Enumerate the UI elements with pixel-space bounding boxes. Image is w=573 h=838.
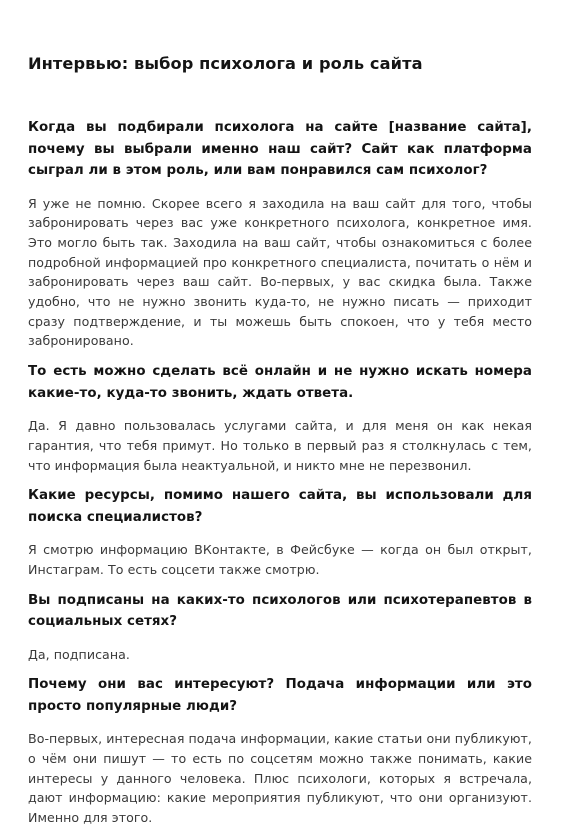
interview-content: [28, 117, 532, 838]
interview-question: Почему они вас интересуют? Подача информации или это просто популярные люди?: [28, 677, 532, 714]
interview-question: Когда вы подбирали психолога на сайте [название сайта], почему вы выбрали именно наш сайт? Сайт как платформа сыграл ли в этом роль, или вам понравился сам психолог?: [28, 120, 532, 178]
interview-answer: Да. Я давно пользовалась услугами сайта, и для меня он как некая гарантия, что тебя примут. Но только в первый раз я столкнулась с тем, что информация была неактуальной, и никто мне не перезвонил.: [28, 418, 532, 473]
interview-answer: Да, подписана.: [28, 646, 130, 662]
interview-answer: Я уже не помню. Скорее всего я заходила на ваш сайт для того, чтобы забронировать через вас уже конкретного психолога, конкретное имя. Это могло быть так. Заходила на ваш сайт, чтобы ознакомиться с более подробной информацией про конкретного специалиста, почитать о нём и забронировать через ваш сайт. Во-первых, у вас скидка была. Также удобно, что не нужно звонить куда-то, не нужно писать — приходит сразу подтверждение, и ты можешь быть спокоен, что у тебя место забронировано.: [28, 195, 532, 349]
document-title: Интервью: выбор психолога и роль сайта: [28, 54, 423, 73]
interview-answer: Я смотрю информацию ВКонтакте, в Фейсбуке — когда он был открыт, Инстаграм. То есть соцсети также смотрю.: [28, 542, 532, 577]
interview-answer: Во-первых, интересная подача информации, какие статьи они публикуют, о чём они пишут — то есть по соцсетям можно также понимать, какие интересы у данного человека. Плюс психологи, которых я встречала, дают информацию: какие мероприятия публикуют, что они организуют. Именно для этого.: [28, 731, 532, 826]
qa-block: [28, 361, 532, 475]
qa-block: [28, 674, 532, 828]
qa-block: [28, 485, 532, 579]
interview-question: Какие ресурсы, помимо нашего сайта, вы использовали для поиска специалистов?: [28, 488, 532, 525]
interview-question: Вы подписаны на каких-то психологов или психотерапевтов в социальных сетях?: [28, 592, 532, 630]
qa-block: [28, 590, 532, 665]
qa-block: [28, 117, 532, 351]
interview-question: То есть можно сделать всё онлайн и не нужно искать номера какие-то, куда-то звонить, ждать ответа.: [28, 364, 532, 401]
